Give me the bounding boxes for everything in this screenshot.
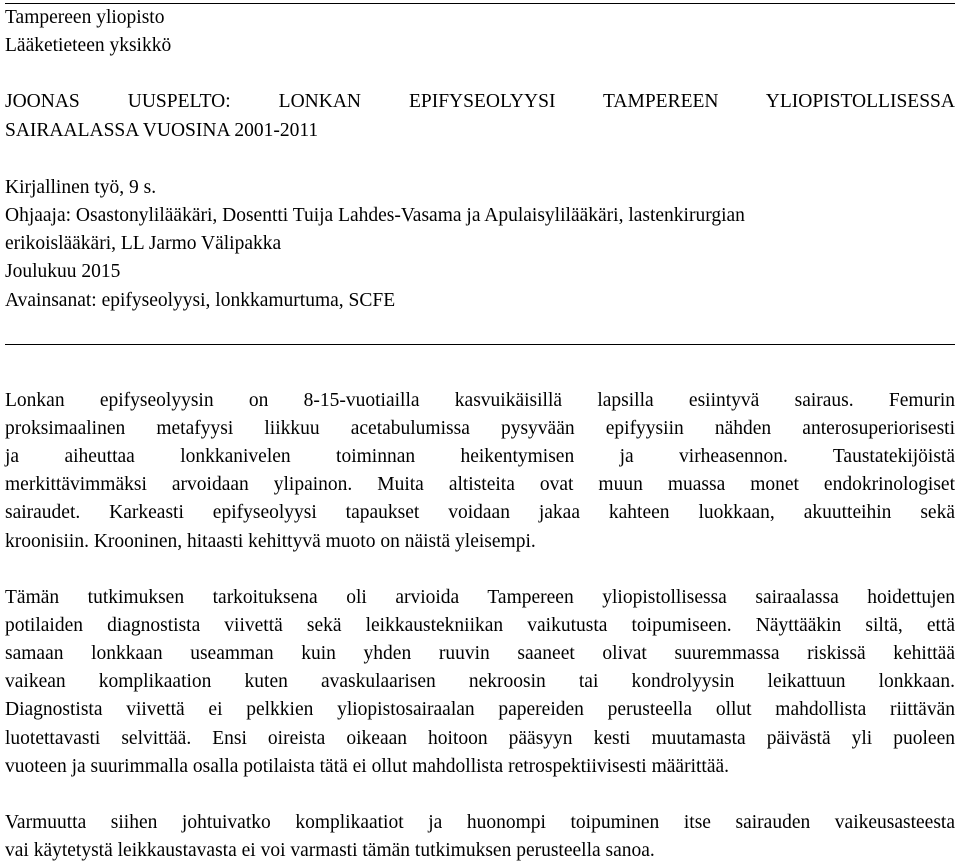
abstract-line: Varmuutta siihen johtuivatko komplikaatiot ja huonompi toipuminen itse sairauden vaikeusasteesta	[5, 811, 955, 833]
abstract-line: luotettavasti selvittää. Ensi oireista oikeaan hoitoon pääsyyn kesti muutamasta päivästä yli puoleen	[5, 727, 955, 749]
abstract-line: Tämän tutkimuksen tarkoituksena oli arvioida Tampereen yliopistollisessa sairaalassa hoidettujen	[5, 586, 955, 608]
abstract-paragraph-2	[5, 584, 955, 781]
abstract-line: merkittävimmäksi arvoidaan ylipainon. Muita altisteita ovat muun muassa monet endokrinologiset	[5, 474, 955, 496]
work-type: Kirjallinen työ, 9 s.	[5, 176, 157, 198]
thesis-title-line-2: SAIRAALASSA VUOSINA 2001-2011	[5, 119, 319, 141]
abstract-line: kroonisiin. Krooninen, hitaasti kehittyvä muoto on näistä yleisempi.	[5, 530, 536, 552]
university-name: Tampereen yliopisto	[5, 7, 165, 28]
abstract-line: vai käytetystä leikkaustavasta ei voi varmasti tämän tutkimuksen perusteella sanoa.	[5, 840, 655, 862]
supervisor-line-1: Ohjaaja: Osastonylilääkäri, Dosentti Tuija Lahdes-Vasama ja Apulaisylilääkäri, lastenkirurgian	[5, 205, 745, 227]
abstract-line: Lonkan epifyseolyysin on 8-15-vuotiailla kasvuikäisillä lapsilla esiintyvä sairaus. Femurin	[5, 389, 955, 411]
keywords: Avainsanat: epifyseolyysi, lonkkamurtuma, SCFE	[5, 289, 396, 311]
abstract-paragraph-1	[5, 387, 955, 556]
document-page	[5, 0, 955, 865]
header-block	[5, 4, 955, 60]
abstract-line: sairaudet. Karkeasti epifyseolyysi tapaukset voidaan jakaa kahteen luokkaan, akuutteihin sekä	[5, 502, 955, 524]
thesis-title-line-1: JOONAS UUSPELTO: LONKAN EPIFYSEOLYYSI TAMPEREEN YLIOPISTOLLISESSA	[5, 91, 955, 113]
abstract-line: potilaiden diagnostista viivettä sekä leikkaustekniikan vaikutusta toipumiseen. Näyttääkin siltä, että	[5, 614, 955, 636]
abstract-line: Diagnostista viivettä ei pelkkien yliopistosairaalan papereiden perusteella ollut mahdollista riittävän	[5, 699, 955, 721]
abstract-line: vuoteen ja suurimmalla osalla potilaista tätä ei ollut mahdollista retrospektiivisesti määrittää.	[5, 755, 730, 777]
supervisor-line-2: erikoislääkäri, LL Jarmo Välipakka	[5, 233, 282, 255]
abstract-line: vaikean komplikaation kuten avaskulaarisen nekroosin tai kondrolyysin leikattuun lonkkaan.	[5, 671, 955, 693]
date: Joulukuu 2015	[5, 261, 121, 283]
bottom-divider	[5, 344, 955, 345]
abstract-line: proksimaalinen metafyysi liikkuu acetabulumissa pysyvään epifyysiin nähden anterosuperiorisesti	[5, 417, 955, 439]
faculty-name: Lääketieteen yksikkö	[5, 35, 172, 57]
thesis-info	[5, 88, 955, 314]
abstract	[5, 387, 955, 865]
abstract-line: samaan lonkkaan useamman kuin yhden ruuvin saaneet olivat suuremmassa riskissä kehittää	[5, 643, 955, 665]
abstract-line: ja aiheuttaa lonkkanivelen toiminnan heikentymisen ja virheasennon. Taustatekijöistä	[5, 446, 955, 468]
